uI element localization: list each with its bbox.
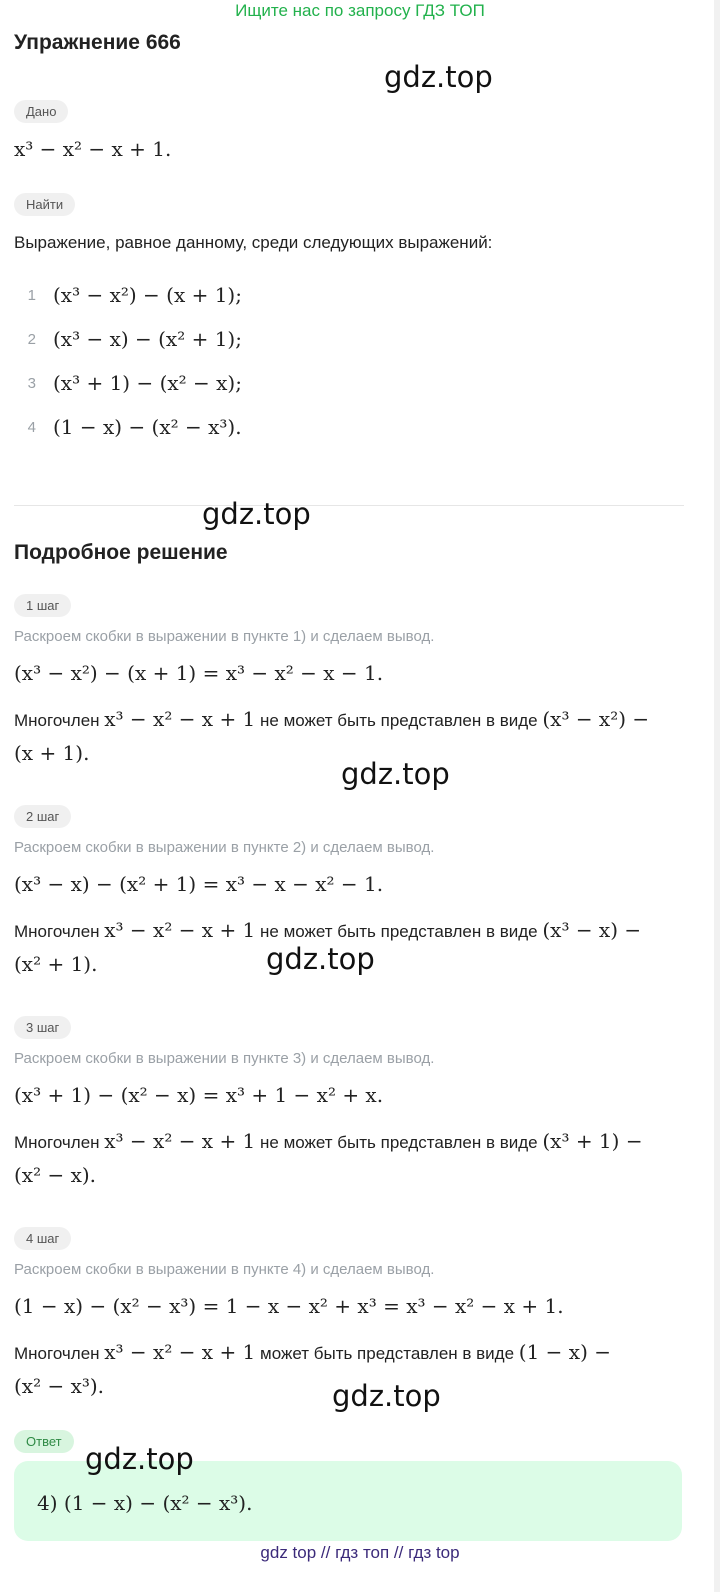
form-part1: (x³ − x²) − [542,707,650,731]
step-label: 3 шаг [14,1016,71,1039]
conclusion-mid: не может быть представлен в виде [260,1133,538,1152]
option-number: 4 [27,419,36,436]
scrollbar[interactable] [714,0,720,1592]
polynomial: x³ − x² − x + 1 [104,918,256,942]
top-banner[interactable]: Ищите нас по запросу ГДЗ ТОП [235,1,485,20]
form-part1: (x³ − x) − [542,918,642,942]
step-calculation: (x³ − x²) − (x + 1) = x³ − x² − x − 1. [14,661,384,685]
step-calculation: (1 − x) − (x² − x³) = 1 − x − x² + x³ = x³ − x² − x + 1. [14,1294,564,1318]
page-title: Упражнение 666 [14,31,181,54]
given-expression: x³ − x² − x + 1. [14,137,172,161]
step-intro: Раскроем скобки в выражении в пункте 1) и сделаем вывод. [14,628,435,645]
watermark: gdz.top [332,1379,441,1413]
divider [14,505,684,506]
step-intro: Раскроем скобки в выражении в пункте 4) и сделаем вывод. [14,1261,435,1278]
find-text: Выражение, равное данному, среди следующих выражений: [14,233,493,252]
option-expression: (x³ − x²) − (x + 1); [53,283,242,307]
conclusion-prefix: Многочлен [14,711,100,730]
footer-links[interactable]: gdz top // гдз топ // гдз top [260,1543,460,1562]
given-label: Дано [14,100,68,123]
form-part2: (x² − x). [14,1163,97,1187]
watermark: gdz.top [202,497,311,531]
polynomial: x³ − x² − x + 1 [104,707,256,731]
option-expression: (x³ − x) − (x² + 1); [53,327,242,351]
conclusion-prefix: Многочлен [14,1133,100,1152]
conclusion-mid: не может быть представлен в виде [260,922,538,941]
solution-title: Подробное решение [14,541,228,564]
conclusion-mid: может быть представлен в виде [260,1344,515,1363]
form-part1: (x³ + 1) − [542,1129,643,1153]
form-part2: (x² + 1). [14,952,98,976]
step-label: 4 шаг [14,1227,71,1250]
conclusion-mid: не может быть представлен в виде [260,711,538,730]
step-conclusion [14,1129,643,1153]
watermark: gdz.top [341,757,450,791]
step-label: 2 шаг [14,805,71,828]
watermark: gdz.top [384,60,493,94]
answer-label: Ответ [14,1430,74,1453]
form-part2: (x² − x³). [14,1374,105,1398]
option-number: 2 [27,331,36,348]
step-conclusion [14,707,649,731]
option-expression: (x³ + 1) − (x² − x); [53,371,242,395]
step-calculation: (x³ + 1) − (x² − x) = x³ + 1 − x² + x. [14,1083,384,1107]
step-conclusion [14,918,641,942]
watermark: gdz.top [266,942,375,976]
form-part1: (1 − x) − [518,1340,611,1364]
step-intro: Раскроем скобки в выражении в пункте 3) и сделаем вывод. [14,1050,435,1067]
option-number: 3 [27,375,36,392]
answer-text: 4) (1 − x) − (x² − x³). [37,1491,253,1515]
polynomial: x³ − x² − x + 1 [104,1340,256,1364]
step-label: 1 шаг [14,594,71,617]
watermark: gdz.top [85,1442,194,1476]
conclusion-prefix: Многочлен [14,922,100,941]
polynomial: x³ − x² − x + 1 [104,1129,256,1153]
step-calculation: (x³ − x) − (x² + 1) = x³ − x − x² − 1. [14,872,384,896]
option-expression: (1 − x) − (x² − x³). [53,415,242,439]
find-label: Найти [14,193,75,216]
form-part2: (x + 1). [14,741,90,765]
conclusion-prefix: Многочлен [14,1344,100,1363]
step-intro: Раскроем скобки в выражении в пункте 2) и сделаем вывод. [14,839,435,856]
step-conclusion [14,1340,611,1364]
option-number: 1 [27,287,36,304]
